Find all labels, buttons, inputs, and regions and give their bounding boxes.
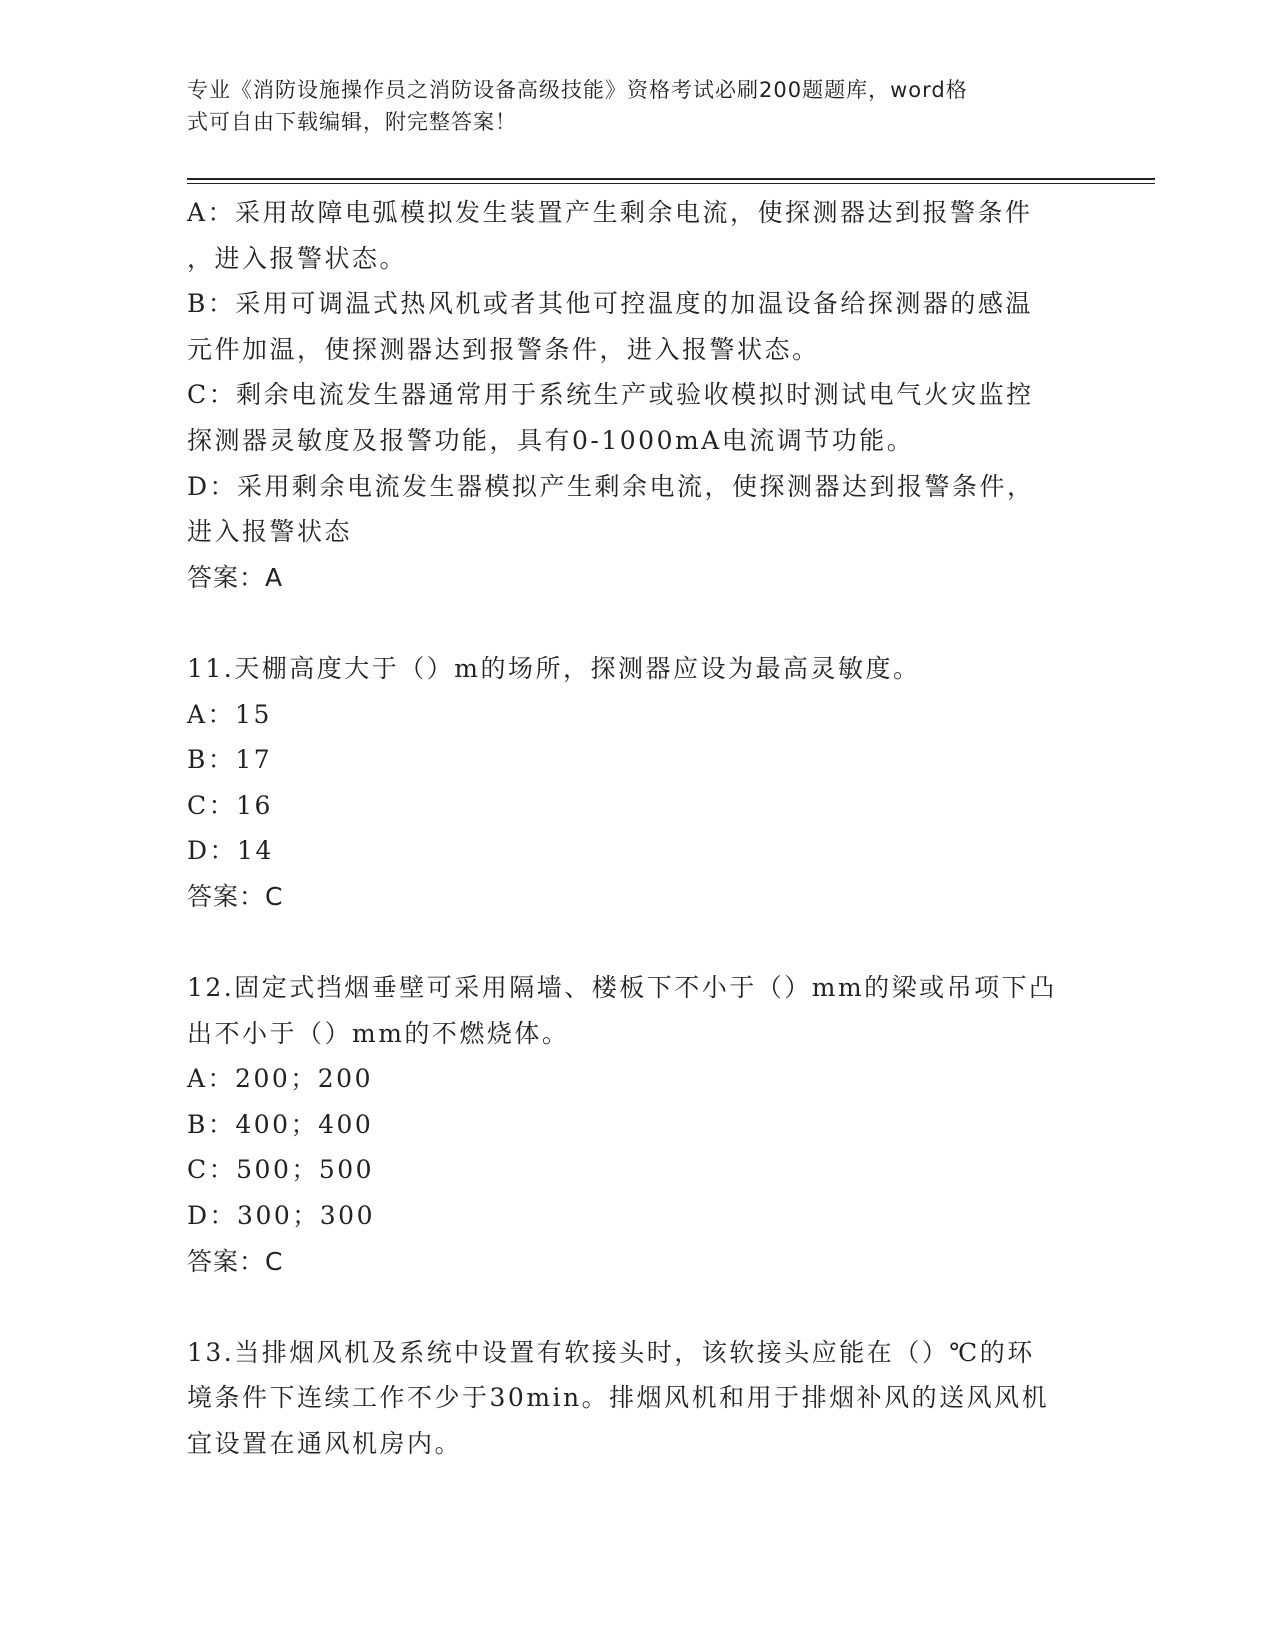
option-a-cont: ，进入报警状态。 — [187, 243, 408, 273]
question-10-options — [187, 190, 1087, 600]
question-stem: 13.当排烟风机及系统中设置有软接头时，该软接头应能在（）℃的环 — [187, 1337, 1035, 1367]
question-stem: 12.固定式挡烟垂壁可采用隔墙、楼板下不小于（）mm的梁或吊项下凸 — [187, 973, 1057, 1003]
question-11 — [187, 646, 1087, 920]
option-a: A：15 — [187, 699, 272, 729]
spacer — [187, 1284, 1087, 1330]
option-d-cont: 进入报警状态 — [187, 517, 353, 547]
header-divider-thin — [187, 183, 1155, 184]
answer-label: 答案：A — [187, 562, 284, 592]
header-divider-thick — [187, 178, 1155, 180]
option-d: D：采用剩余电流发生器模拟产生剩余电流，使探测器达到报警条件， — [187, 471, 1035, 501]
option-c: C：16 — [187, 790, 273, 820]
option-a: A：200；200 — [187, 1064, 373, 1094]
header-line-1: 专业《消防设施操作员之消防设备高级技能》资格考试必刷200题题库，word格 — [187, 78, 968, 102]
question-stem-cont: 出不小于（）mm的不燃烧体。 — [187, 1018, 570, 1048]
question-13 — [187, 1330, 1087, 1467]
question-stem-cont: 境条件下连续工作不少于30min。排烟风机和用于排烟补风的送风风机 — [187, 1383, 1050, 1413]
option-d: D：14 — [187, 836, 274, 866]
option-a: A：采用故障电弧模拟发生装置产生剩余电流，使探测器达到报警条件 — [187, 198, 1033, 227]
answer-label: 答案：C — [187, 881, 284, 911]
option-d: D：300；300 — [187, 1201, 375, 1231]
spacer — [187, 600, 1087, 646]
document-header — [187, 74, 1067, 138]
option-b: B：采用可调温式热风机或者其他可控温度的加温设备给探测器的感温 — [187, 289, 1033, 319]
option-c: C：剩余电流发生器通常用于系统生产或验收模拟时测试电气火灾监控 — [187, 380, 1034, 410]
question-stem: 11.天棚高度大于（）m的场所，探测器应设为最高灵敏度。 — [187, 653, 921, 683]
option-b: B：17 — [187, 745, 273, 775]
option-b: B：400；400 — [187, 1109, 374, 1139]
option-c-cont: 探测器灵敏度及报警功能，具有0-1000mA电流调节功能。 — [187, 425, 915, 455]
spacer — [187, 920, 1087, 966]
option-b-cont: 元件加温，使探测器达到报警条件，进入报警状态。 — [187, 334, 820, 364]
answer-label: 答案：C — [187, 1246, 284, 1276]
question-body — [187, 190, 1087, 1467]
option-c: C：500；500 — [187, 1155, 375, 1185]
header-line-2: 式可自由下载编辑，附完整答案！ — [187, 110, 517, 134]
question-stem-cont: 宜设置在通风机房内。 — [187, 1429, 463, 1459]
question-12 — [187, 965, 1087, 1284]
